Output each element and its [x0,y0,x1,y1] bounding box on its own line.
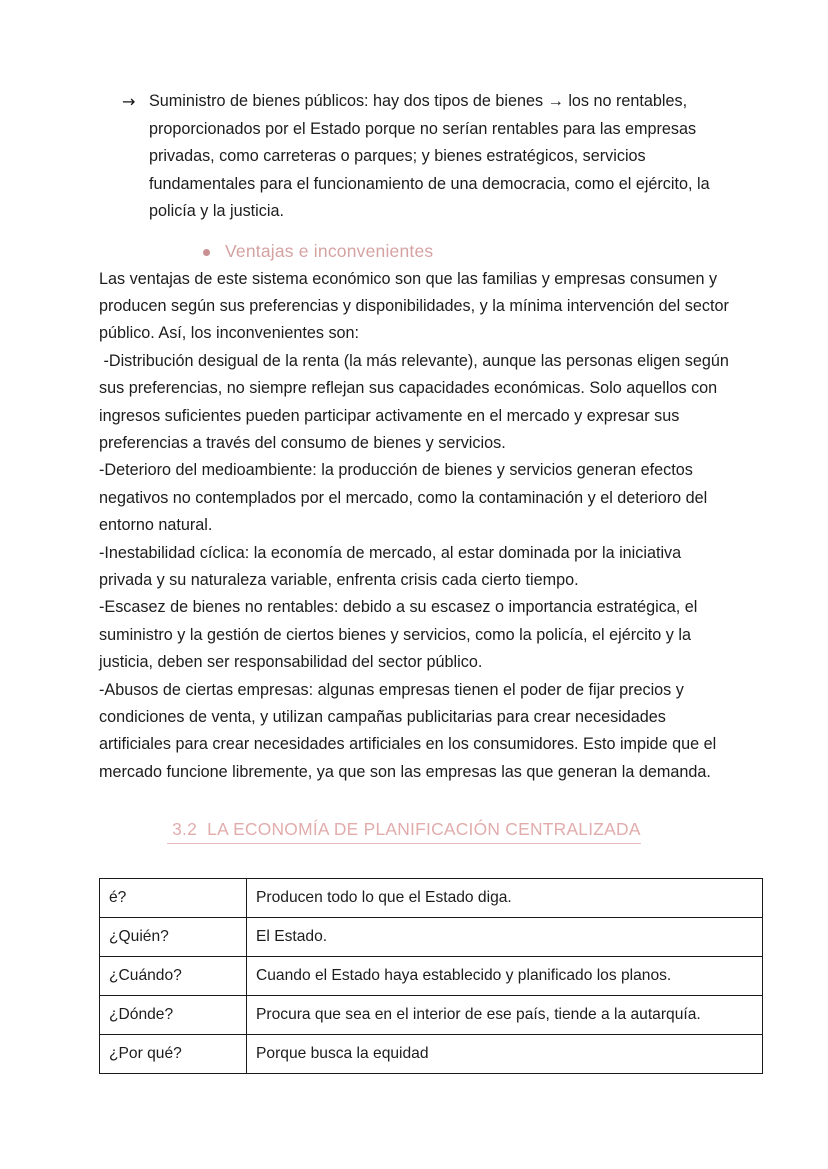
table-cell-question: ¿Dónde? [100,996,247,1035]
paragraph-inestabilidad-ciclica: -Inestabilidad cíclica: la economía de mercado, al estar dominada por la iniciativa privada y su naturaleza variable, enfrenta crisis cada cierto tiempo. [99,543,686,589]
subheading-label: Ventajas e inconvenientes [225,240,434,261]
paragraph-abusos-empresas: -Abusos de ciertas empresas: algunas empresas tienen el poder de fijar precios y condiciones de venta, y utilizan campañas publicitarias para crear necesidades artificiales para crear necesidades artificiales en los consumidores. Esto impide que el mercado funcione libremente, ya que son las empresas las que generan la demanda. [99,680,721,781]
document-content [99,88,734,1074]
table-cell-answer: Cuando el Estado haya establecido y planificado los planos. [247,957,763,996]
table-cell-question: é? [100,879,247,918]
paragraph-escasez-bienes: -Escasez de bienes no rentables: debido a su escasez o importancia estratégica, el suministro y la gestión de ciertos bienes y servicios, como la policía, el ejército y la justicia, deben ser responsabilidad del sector público. [99,598,702,672]
table-cell-answer: Procura que sea en el interior de ese país, tiende a la autarquía. [247,996,763,1035]
subheading-ventajas-e-inconvenientes [99,239,729,264]
table-cell-answer: El Estado. [247,918,763,957]
arrow-bullet-paragraph [99,88,729,226]
arrow-right-icon: → [122,92,136,111]
paragraph-ventajas: Las ventajas de este sistema económico son que las familias y empresas consumen y producen según sus preferencias y disponibilidades, y la mínima intervención del sector público. Así, los inconvenientes son: [99,269,734,343]
paragraph-deterioro-medioambiente: -Deterioro del medioambiente: la producción de bienes y servicios generan efectos negativos no contemplados por el mercado, como la contaminación y el deterioro del entorno natural. [99,461,712,535]
section-title-3-2: 3.2 LA ECONOMÍA DE PLANIFICACIÓN CENTRALIZADA [167,816,641,844]
table-body [100,879,763,1074]
section-title-container [99,816,729,844]
table-row [100,918,763,957]
table-cell-question: ¿Cuándo? [100,957,247,996]
bullet-dot-icon [203,249,210,256]
paragraph-distribucion-desigual: -Distribución desigual de la renta (la más relevante), aunque las personas eligen según sus preferencias, no siempre reflejan sus capacidades económicas. Solo aquellos con ingresos suficientes pueden participar activamente en el mercado y expresar sus preferencias a través del consumo de bienes y servicios. [99,351,734,452]
planificacion-centralizada-table [99,878,763,1074]
table-row [100,957,763,996]
table-cell-question: ¿Por qué? [100,1035,247,1074]
table-row [100,879,763,918]
table-cell-answer: Porque busca la equidad [247,1035,763,1074]
table-row [100,1035,763,1074]
table-cell-answer: Producen todo lo que el Estado diga. [247,879,763,918]
table-cell-question: ¿Quién? [100,918,247,957]
table-row [100,996,763,1035]
arrow-bullet-text: Suministro de bienes públicos: hay dos tipos de bienes → los no rentables, proporcionados por el Estado porque no serían rentables para las empresas privadas, como carreteras o parques; y bienes estratégicos, servicios fundamentales para el funcionamiento de una democracia, como el ejército, la policía y la justicia. [149,92,710,220]
